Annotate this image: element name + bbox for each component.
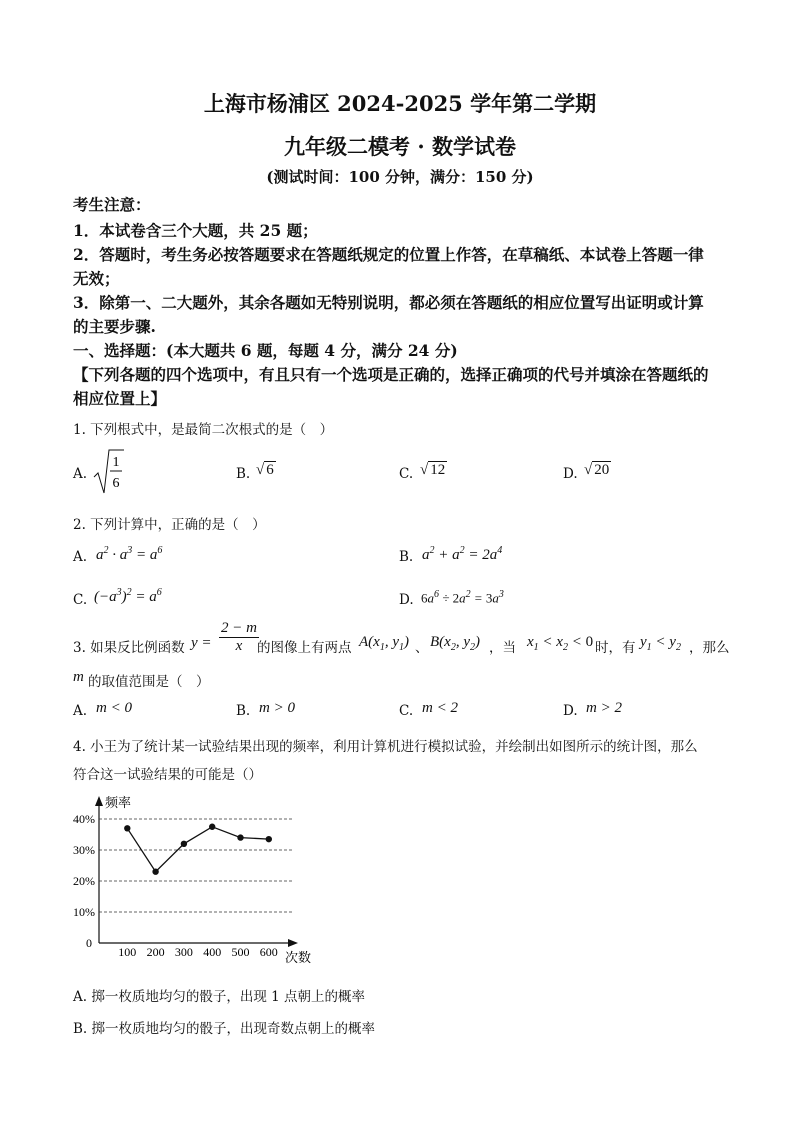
y-axis-arrow-icon	[95, 796, 103, 806]
q3-point-a: $A(x_1$, $y_1$)	[359, 634, 409, 653]
q4-option-a: A. 掷一枚质地均匀的骰子，出现 1 点朝上的概率	[73, 989, 366, 1005]
q3-option-c-expr: m < 2	[422, 700, 458, 716]
q1-option-a-radical	[93, 447, 125, 499]
q3-conclusion: $y_1 < y_2$	[640, 634, 681, 653]
q2-option-b-label: B.	[399, 549, 414, 565]
x-tick-label: 100	[118, 945, 137, 959]
q3-option-a-label: A.	[73, 703, 88, 719]
q2-option-c-expr: $(-a^3)^2 = a^6$	[94, 587, 162, 605]
q2-option-a-expr: $a^2 \cdot a^3 = a^6$	[96, 545, 163, 563]
paper-subtitle: 九年级二模考 · 数学试卷	[284, 134, 516, 159]
q1-option-d-radical: √ 20	[584, 462, 610, 478]
section-instruction-line2: 相应位置上】	[73, 389, 167, 408]
test-time-info: (测试时间：100 分钟，满分：150 分)	[266, 168, 534, 186]
q3-option-c-label: C.	[399, 703, 414, 719]
x-tick-label: 500	[231, 945, 250, 959]
q3-fraction-numerator: 2 − m	[221, 620, 257, 636]
q3-stem-end: ，那么	[689, 640, 730, 656]
notice-item-2-line1: 2．答题时，考生务必按答题要求在答题纸规定的位置上作答，在草稿纸、本试卷上答题一律	[73, 245, 704, 264]
q2-option-d-expr: $6a^6 \div 2a^2 = 3a^3$	[421, 589, 504, 606]
q1-option-a-label: A.	[73, 466, 88, 482]
q1-option-d-label: D.	[563, 466, 578, 482]
data-point	[209, 824, 215, 830]
data-point	[266, 836, 272, 842]
series-line	[127, 827, 268, 872]
q2-option-d-label: D.	[399, 592, 414, 608]
q3-option-b-label: B.	[236, 703, 251, 719]
q3-option-a-expr: m < 0	[96, 700, 132, 716]
data-point	[237, 834, 243, 840]
sqrt-fraction-icon	[93, 447, 125, 495]
q3-when: ，当	[489, 640, 516, 656]
q3-option-b-expr: m > 0	[259, 700, 295, 716]
q1-a-numerator: 1	[112, 455, 120, 470]
q3-stem-pre: 3. 如果反比例函数	[73, 640, 185, 656]
notice-item-3-line2: 的主要步骤.	[73, 317, 156, 336]
x-tick-label: 300	[174, 945, 193, 959]
data-point	[181, 841, 187, 847]
origin-label: 0	[86, 936, 92, 950]
q3-y-equals: y =	[191, 635, 212, 651]
q2-option-a-label: A.	[73, 549, 88, 565]
q1-option-b-radical: √ 6	[256, 462, 274, 478]
q3-condition: $x_1 < x_2 < 0$	[527, 634, 594, 653]
paper-title: 上海市杨浦区 2024-2025 学年第二学期	[203, 91, 597, 116]
notice-item-2-line2: 无效；	[73, 269, 120, 288]
q1-option-c-label: C.	[399, 466, 414, 482]
q3-option-d-expr: m > 2	[586, 700, 622, 716]
y-axis-label: 频率	[105, 795, 132, 810]
x-axis-arrow-icon	[288, 939, 298, 947]
q3-fraction-denominator: x	[235, 638, 243, 654]
q3-then: 时，有	[595, 640, 636, 656]
q1-stem: 1. 下列根式中，是最简二次根式的是（ ）	[73, 422, 334, 438]
x-tick-label: 200	[146, 945, 165, 959]
q3-point-b: $B(x_2$, $y_2$)	[430, 634, 480, 653]
y-tick-label: 30%	[73, 843, 95, 857]
q3-line2: 的取值范围是（ ）	[88, 674, 210, 690]
q2-stem: 2. 下列计算中，正确的是（ ）	[73, 517, 266, 533]
data-point	[124, 825, 130, 831]
y-tick-label: 20%	[73, 874, 95, 888]
notice-item-1: 1．本试卷含三个大题，共 25 题；	[73, 221, 318, 240]
q1-c-radicand: 12	[430, 462, 446, 478]
notice-item-3-line1: 3．除第一、二大题外，其余各题如无特别说明，都必须在答题纸的相应位置写出证明或计算	[73, 293, 704, 312]
q1-a-denominator: 6	[112, 476, 120, 491]
data-point	[152, 869, 158, 875]
q1-b-radicand: 6	[266, 462, 274, 478]
section-heading: 一、选择题：(本大题共 6 题，每题 4 分，满分 24 分)	[73, 341, 458, 360]
q1-option-b-label: B.	[236, 466, 251, 482]
q3-fraction	[219, 620, 259, 655]
y-tick-label: 10%	[73, 905, 95, 919]
q2-option-b-expr: $a^2 + a^2 = 2a^4$	[422, 545, 503, 563]
q3-sep: 、	[415, 640, 429, 656]
q1-option-c-radical: √ 12	[420, 462, 446, 478]
q1-d-radicand: 20	[594, 462, 610, 478]
section-instruction-line1: 【下列各题的四个选项中，有且只有一个选项是正确的，选择正确项的代号并填涂在答题纸的	[73, 365, 709, 384]
q2-option-c-label: C.	[73, 592, 88, 608]
x-axis-label: 次数	[285, 950, 312, 965]
frequency-line-chart	[60, 790, 330, 970]
x-tick-label: 600	[259, 945, 278, 959]
q4-option-b: B. 掷一枚质地均匀的骰子，出现奇数点朝上的概率	[73, 1021, 376, 1037]
x-tick-label: 400	[203, 945, 222, 959]
y-tick-label: 40%	[73, 812, 95, 826]
q4-stem-line1: 4. 小王为了统计某一试验结果出现的频率，利用计算机进行模拟试验，并绘制出如图所示的统计图，那么	[73, 739, 698, 755]
notice-heading: 考生注意：	[73, 195, 151, 214]
q3-stem-mid: 的图像上有两点	[257, 640, 352, 656]
q3-variable-m: m	[73, 669, 84, 685]
q4-stem-line2: 符合这一试验结果的可能是（）	[73, 767, 262, 783]
q3-option-d-label: D.	[563, 703, 578, 719]
